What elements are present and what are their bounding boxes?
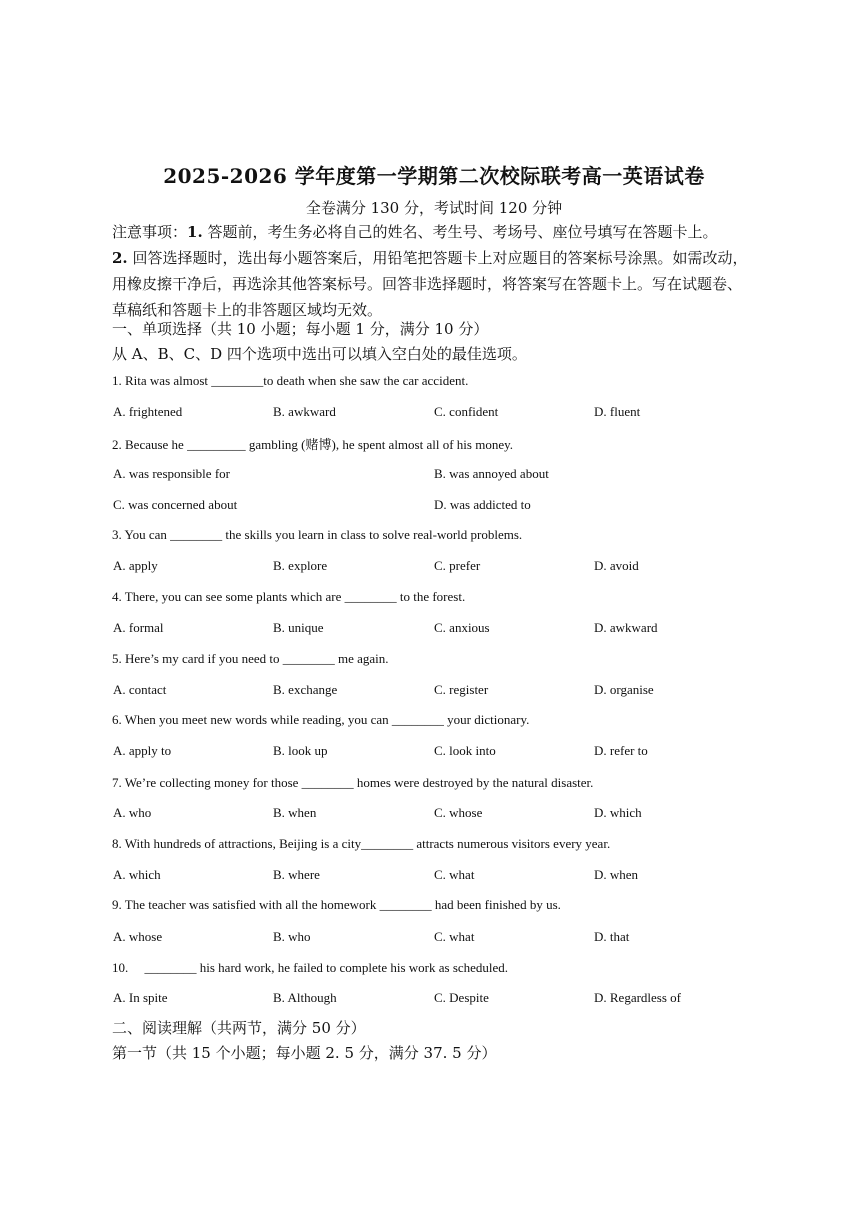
- q2-option-d: D. was addicted to: [434, 497, 531, 512]
- q7-option-a: A. who: [113, 805, 152, 820]
- q3-option-c: C. prefer: [434, 558, 481, 573]
- question-10: 10. ________ his hard work, he failed to complete his work as scheduled.: [112, 960, 509, 975]
- q10-option-d: D. Regardless of: [594, 990, 682, 1005]
- q6-option-a: A. apply to: [113, 743, 172, 758]
- q7-option-d: D. which: [594, 805, 642, 820]
- notes-block: [112, 219, 752, 323]
- q4-option-c: C. anxious: [434, 620, 490, 635]
- q1-option-c: C. confident: [434, 404, 499, 419]
- question-1: 1. Rita was almost ________to death when she saw the car accident.: [112, 373, 469, 388]
- q6-option-d: D. refer to: [594, 743, 648, 758]
- q4-option-d: D. awkward: [594, 620, 658, 635]
- q7-option-c: C. whose: [434, 805, 483, 820]
- note-item-2: [112, 245, 752, 323]
- q1-option-b: B. awkward: [273, 404, 336, 419]
- section-2-heading: 二、阅读理解（共两节，满分 50 分）: [112, 1019, 366, 1037]
- q3-option-d: D. avoid: [594, 558, 639, 573]
- section-2-part-1: 第一节（共 15 个小题；每小题 2. 5 分，满分 37. 5 分）: [112, 1044, 497, 1062]
- q7-option-b: B. when: [273, 805, 317, 820]
- note-1-number: 1.: [187, 223, 203, 241]
- q4-option-b: B. unique: [273, 620, 324, 635]
- q6-option-b: B. look up: [273, 743, 328, 758]
- note-1-text: 答题前，考生务必将自己的姓名、考生号、考场号、座位号填写在答题卡上。: [202, 223, 718, 241]
- q9-option-b: B. who: [273, 929, 311, 944]
- q9-option-d: D. that: [594, 929, 630, 944]
- q1-option-d: D. fluent: [594, 404, 641, 419]
- q5-option-c: C. register: [434, 682, 489, 697]
- q5-option-d: D. organise: [594, 682, 654, 697]
- question-5: 5. Here’s my card if you need to ________ me again.: [112, 651, 389, 666]
- q8-option-a: A. which: [113, 867, 161, 882]
- q8-option-b: B. where: [273, 867, 320, 882]
- q8-option-d: D. when: [594, 867, 639, 882]
- question-6: 6. When you meet new words while reading, you can ________ your dictionary.: [112, 712, 530, 727]
- question-8: 8. With hundreds of attractions, Beijing is a city________ attracts numerous visitors every year.: [112, 836, 611, 851]
- exam-subtitle: 全卷满分 130 分，考试时间 120 分钟: [305, 199, 563, 217]
- q2-option-a: A. was responsible for: [113, 466, 230, 481]
- question-7: 7. We’re collecting money for those ________ homes were destroyed by the natural disaster.: [112, 775, 594, 790]
- question-9: 9. The teacher was satisfied with all the homework ________ had been finished by us.: [112, 897, 561, 912]
- q9-option-c: C. what: [434, 929, 475, 944]
- q5-option-b: B. exchange: [273, 682, 338, 697]
- note-2-text: 回答选择题时，选出每小题答案后，用铅笔把答题卡上对应题目的答案标号涂黑。如需改动，用橡皮擦干净后，再选涂其他答案标号。回答非选择题时，将答案写在答题卡上。写在试题卷、草稿纸和答题卡上的非答题区域均无效。: [112, 249, 748, 319]
- note-item-1: [112, 219, 752, 245]
- q8-option-c: C. what: [434, 867, 475, 882]
- q6-option-c: C. look into: [434, 743, 496, 758]
- question-3: 3. You can ________ the skills you learn in class to solve real-world problems.: [112, 527, 523, 542]
- q10-option-c: C. Despite: [434, 990, 489, 1005]
- section-1-instruction: 从 A、B、C、D 四个选项中选出可以填入空白处的最佳选项。: [112, 345, 527, 363]
- q10-option-a: A. In spite: [113, 990, 168, 1005]
- question-4: 4. There, you can see some plants which are ________ to the forest.: [112, 589, 466, 604]
- section-1-heading: 一、单项选择（共 10 小题；每小题 1 分，满分 10 分）: [112, 320, 489, 338]
- q2-option-c: C. was concerned about: [113, 497, 238, 512]
- question-2: 2. Because he _________ gambling (赌博), he spent almost all of his money.: [112, 437, 514, 452]
- notes-label: 注意事项：: [112, 223, 188, 241]
- q3-option-a: A. apply: [113, 558, 158, 573]
- q4-option-a: A. formal: [113, 620, 164, 635]
- q1-option-a: A. frightened: [113, 404, 183, 419]
- q2-option-b: B. was annoyed about: [434, 466, 549, 481]
- q10-option-b: B. Although: [273, 990, 337, 1005]
- q3-option-b: B. explore: [273, 558, 328, 573]
- exam-title: 2025-2026 学年度第一学期第二次校际联考高一英语试卷: [163, 164, 705, 188]
- note-2-number: 2.: [112, 249, 128, 267]
- q5-option-a: A. contact: [113, 682, 167, 697]
- q9-option-a: A. whose: [113, 929, 163, 944]
